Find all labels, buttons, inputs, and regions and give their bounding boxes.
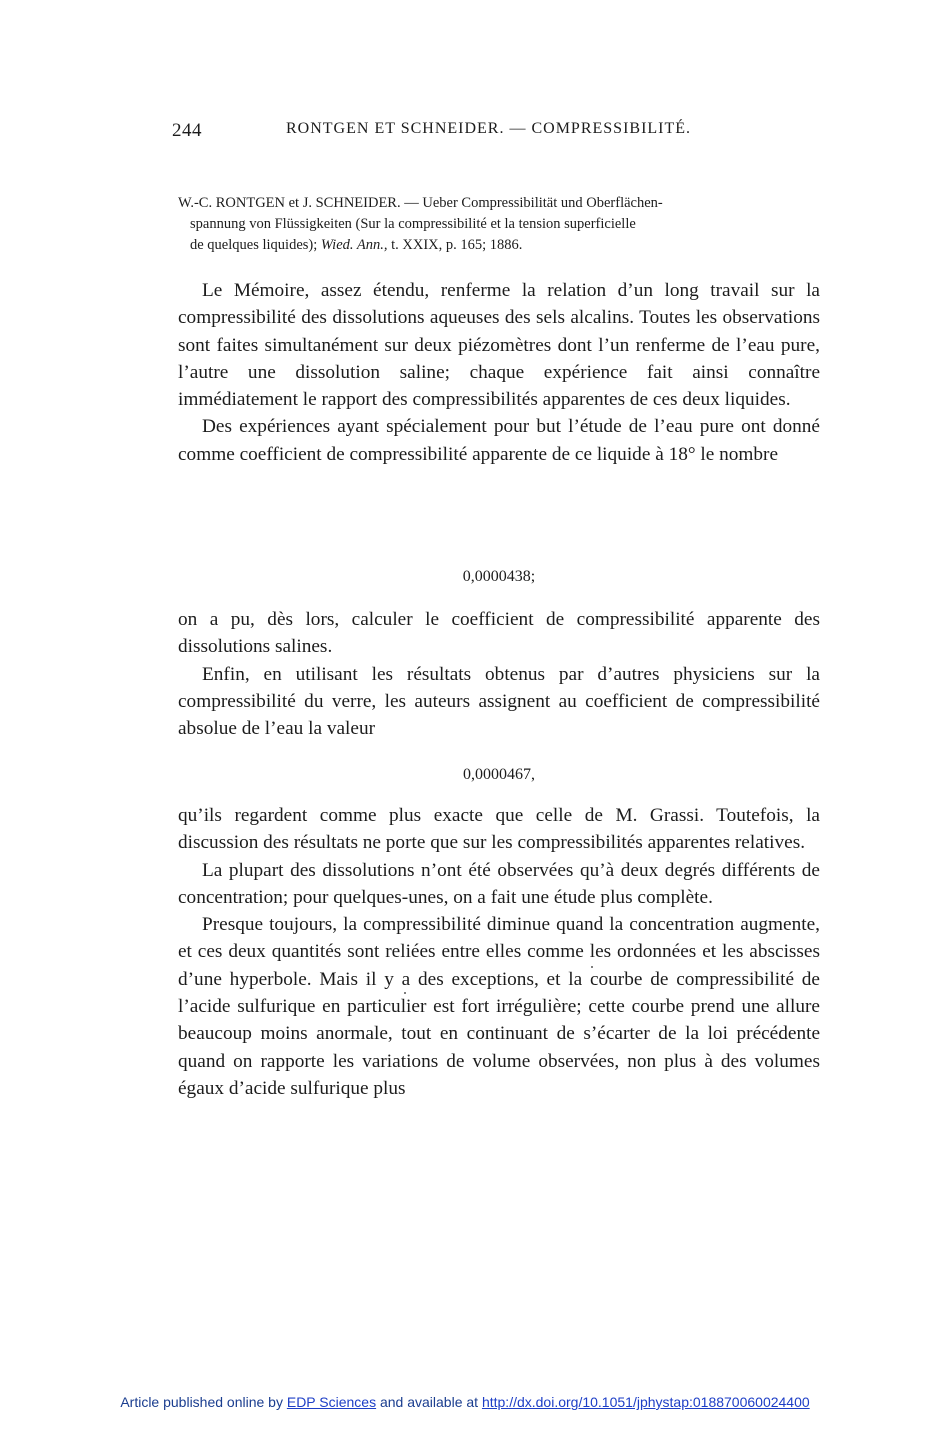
formula-2: 0,0000467, [463,766,535,783]
journal-name: Wied. Ann., [320,237,388,253]
formula-1: 0,0000438; [462,568,536,585]
page-number: 244 [172,120,202,141]
scan-speck [404,992,406,994]
running-title: RONTGEN ET SCHNEIDER. — COMPRESSIBILITÉ. [286,120,692,137]
reference-line-3-suffix: t. XXIX, p. 165; 1886. [391,237,523,253]
body-block-1 [178,277,820,468]
body-block-5 [178,802,820,1102]
reference-line-3-prefix: de quelques liquides); [190,237,318,253]
paragraph-3: on a pu, dès lors, calculer le coefficient de compressibilité apparente des dissolutions salines. [178,609,820,658]
publisher-footer [0,1394,930,1410]
paragraph-5: qu’ils regardent comme plus exacte que celle de M. Grassi. Toutefois, la discussion des résultats ne porte que sur les compressibilités apparentes relatives. [178,805,820,854]
reference-line-2: spannung von Flüssigkeiten (Sur la compressibilité et la tension superficielle [190,216,636,232]
body-block-2 [178,563,820,590]
doi-link[interactable]: http://dx.doi.org/10.1051/jphystap:018870060024400 [481,1394,810,1410]
body-block-4 [178,761,820,788]
footer-middle: and available at [379,1394,479,1410]
paragraph-6: La plupart des dissolutions n’ont été observées qu’à deux degrés différents de concentration; pour quelques-unes, on a fait une étude plus complète. [178,859,820,908]
publisher-link[interactable]: EDP Sciences [286,1394,377,1410]
body-block-3 [178,606,820,742]
paragraph-4: Enfin, en utilisant les résultats obtenus par d’autres physiciens sur la compressibilité du verre, les auteurs assignent au coefficient de compressibilité absolue de l’eau la valeur [178,663,820,740]
reference-line-3 [178,235,818,256]
bibliographic-reference [178,193,818,256]
paragraph-2: Des expériences ayant spécialement pour but l’étude de l’eau pure ont donné comme coefficient de compressibilité apparente de ce liquide à 18° le nombre [178,416,820,465]
reference-line-1: W.-C. RONTGEN et J. SCHNEIDER. — Ueber Compressibilität und Oberflächen- [178,195,663,211]
footer-prefix: Article published online by [120,1394,283,1410]
paragraph-1: Le Mémoire, assez étendu, renferme la relation d’un long travail sur la compressibilité des dissolutions aqueuses des sels alcalins. Toutes les observations sont faites simultanément sur deux piézomètres dont l’un renferme de l’eau pure, l’autre une dissolution saline; chaque expérience fait ainsi connaître immédiatement le rapport des compressibilités apparentes de ces deux liquides. [178,280,820,411]
paragraph-7: Presque toujours, la compressibilité diminue quand la concentration augmente, et ces deux quantités sont reliées entre elles comme les ordonnées et les abscisses d’une hyperbole. Mais il y a des exceptions, et la courbe de compressibilité de l’acide sulfurique en particulier est fort irrégulière; cette courbe prend une allure beaucoup moins anormale, tout en continuant de s’écarter de la loi précédente quand on rapporte les variations de volume observées, non plus à des volumes égaux d’acide sulfurique plus [178,914,820,1099]
scan-speck [591,966,593,968]
